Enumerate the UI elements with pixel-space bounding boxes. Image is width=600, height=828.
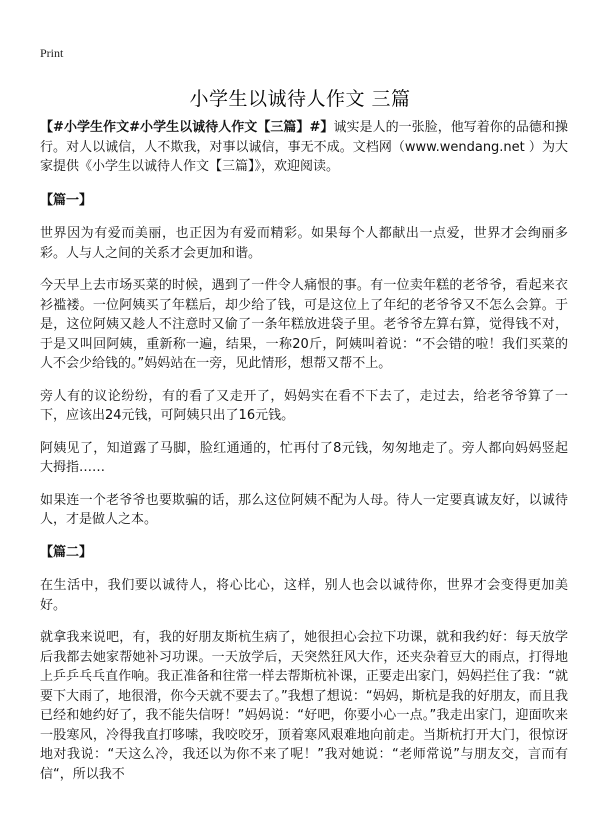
paragraph: 在生活中，我们要以诚待人，将心比心，这样，别人也会以诚待你，世界才会变得更加美好。 [40, 578, 568, 613]
intro-text: 诚实是人的一张脸，他写着你的品德和操行。对人以诚信，人不欺我，对事以诚信，事无不成。文档网（www.wendang.net ）为大家提供《小学生以诚待人作文【三篇】》，欢迎阅读。 [40, 120, 568, 174]
paragraph: 阿姨见了，知道露了马脚，脸红通通的，忙再付了8元钱，匆匆地走了。旁人都向妈妈竖起大拇指…… [40, 440, 568, 475]
paragraph: 如果连一个老爷爷也要欺骗的话，那么这位阿姨不配为人母。待人一定要真诚友好，以诚待人，才是做人之本。 [40, 492, 568, 527]
paragraph: 旁人有的议论纷纷，有的看了又走开了，妈妈实在看不下去了，走过去，给老爷爷算了一下，应该出24元钱，可阿姨只出了16元钱。 [40, 388, 568, 423]
page-title: 小学生以诚待人作文 三篇 [189, 88, 411, 110]
paragraph: 世界因为有爱而美丽，也正因为有爱而精彩。如果每个人都献出一点爱，世界才会绚丽多彩。人与人之间的关系才会更加和谐。 [40, 226, 568, 261]
paragraph: 今天早上去市场买菜的时候，遇到了一件令人痛恨的事。有一位卖年糕的老爷爷，看起来衣衫褴褛。一位阿姨买了年糕后，却少给了钱，可是这位上了年纪的老爷爷又不怎么会算。于是，这位阿姨又趁人不注意时又偷了一条年糕放进袋子里。老爷爷左算右算，觉得钱不对，于是又叫回阿姨，重新称一遍，结果，一称20斤，阿姨叫着说：“不会错的啦！我们买菜的人不会少给钱的。”妈妈站在一旁，见此情形，想帮又帮不上。 [40, 278, 568, 371]
article-body [40, 118, 568, 797]
intro-paragraph [40, 118, 568, 177]
intro-tag: 【#小学生作文#小学生以诚待人作文【三篇】#】 [40, 120, 334, 135]
section-heading-2: 【篇二】 [40, 544, 93, 560]
print-label: Print [40, 46, 64, 60]
section-heading-1: 【篇一】 [40, 192, 93, 208]
paragraph: 就拿我来说吧，有，我的好朋友斯杭生病了，她很担心会拉下功课，就和我约好：每天放学后我都去她家帮她补习功课。一天放学后，天突然狂风大作，还夹杂着豆大的雨点，打得地上乒乒乓乓直作响。我正准备和往常一样去帮斯杭补课，正要走出家门，妈妈拦住了我：“就要下大雨了，地很滑，你今天就不要去了。”我想了想说：“妈妈，斯杭是我的好朋友，而且我已经和她约好了，我不能失信呀！”妈妈说：“好吧，你要小心一点。”我走出家门，迎面吹来一股寒风，冷得我直打哆嗦，我咬咬牙，顶着寒风艰难地向前走。当斯杭打开大门，很惊讶地对我说：“天这么冷，我还以为你不来了呢！”我对她说：“老师常说”与朋友交，言而有信“，所以我不 [40, 630, 568, 782]
